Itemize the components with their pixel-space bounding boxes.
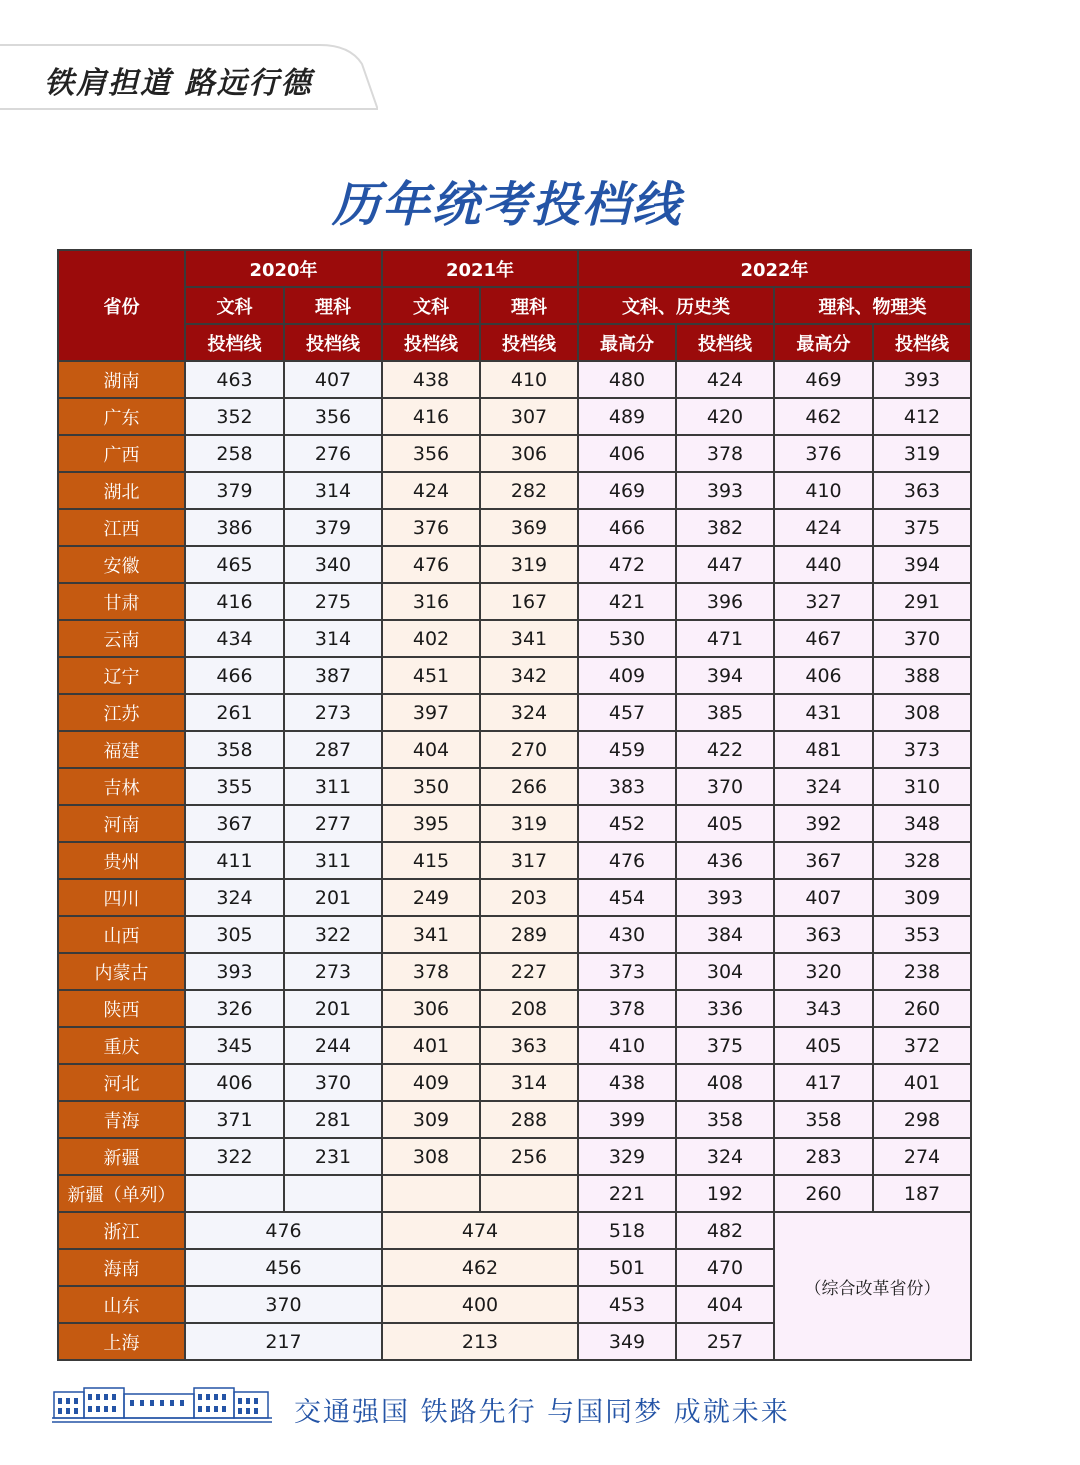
- score-cell: 277: [284, 805, 382, 842]
- score-cell: 273: [284, 694, 382, 731]
- score-cell: 314: [284, 472, 382, 509]
- score-cell: 370: [873, 620, 971, 657]
- score-cell: 405: [676, 805, 774, 842]
- score-cell: 167: [480, 583, 578, 620]
- score-cell: 305: [185, 916, 284, 953]
- score-cell: 396: [676, 583, 774, 620]
- score-cell: 501: [578, 1249, 676, 1286]
- score-cell: 260: [873, 990, 971, 1027]
- score-cell: 400: [382, 1286, 578, 1323]
- score-cell: 451: [382, 657, 480, 694]
- score-cell: 407: [284, 361, 382, 398]
- score-cell: 462: [774, 398, 873, 435]
- score-cell: 217: [185, 1323, 382, 1360]
- table-row: [58, 1064, 971, 1101]
- score-cell: 408: [676, 1064, 774, 1101]
- score-cell: 401: [873, 1064, 971, 1101]
- table-row: [58, 916, 971, 953]
- province-cell: 山东: [58, 1286, 185, 1323]
- score-cell: 324: [185, 879, 284, 916]
- score-cell: 350: [382, 768, 480, 805]
- score-cell: 434: [185, 620, 284, 657]
- track-header: 理科: [480, 287, 578, 324]
- table-row: [58, 953, 971, 990]
- score-cell: 281: [284, 1101, 382, 1138]
- score-cell: 416: [185, 583, 284, 620]
- score-cell: 311: [284, 842, 382, 879]
- score-cell: 324: [774, 768, 873, 805]
- score-cell: 392: [774, 805, 873, 842]
- track-header: 文科: [382, 287, 480, 324]
- table-row: [58, 694, 971, 731]
- score-cell: 274: [873, 1138, 971, 1175]
- score-cell: 352: [185, 398, 284, 435]
- score-cell: 298: [873, 1101, 971, 1138]
- score-cell: 447: [676, 546, 774, 583]
- score-cell: 349: [578, 1323, 676, 1360]
- score-cell: 322: [284, 916, 382, 953]
- score-cell: 367: [185, 805, 284, 842]
- subheader: 投档线: [284, 324, 382, 361]
- score-cell: 476: [578, 842, 676, 879]
- score-cell: 422: [676, 731, 774, 768]
- score-cell: 336: [676, 990, 774, 1027]
- province-cell: 河北: [58, 1064, 185, 1101]
- subheader: 投档线: [185, 324, 284, 361]
- score-cell: 370: [284, 1064, 382, 1101]
- province-header: 省份: [58, 250, 185, 361]
- score-cell: 227: [480, 953, 578, 990]
- province-cell: 贵州: [58, 842, 185, 879]
- score-cell: 489: [578, 398, 676, 435]
- province-cell: 湖南: [58, 361, 185, 398]
- province-cell: 甘肃: [58, 583, 185, 620]
- score-cell: 411: [185, 842, 284, 879]
- score-cell: 431: [774, 694, 873, 731]
- score-cell: 415: [382, 842, 480, 879]
- score-cell: 270: [480, 731, 578, 768]
- score-cell: [382, 1175, 480, 1212]
- score-cell: 231: [284, 1138, 382, 1175]
- table-row: [58, 583, 971, 620]
- score-cell: 316: [382, 583, 480, 620]
- footer: [52, 1384, 1032, 1434]
- score-cell: 371: [185, 1101, 284, 1138]
- score-cell: 201: [284, 879, 382, 916]
- score-cell: 399: [578, 1101, 676, 1138]
- score-cell: 208: [480, 990, 578, 1027]
- score-cell: 340: [284, 546, 382, 583]
- score-cell: 203: [480, 879, 578, 916]
- score-cell: 424: [774, 509, 873, 546]
- table-row: [58, 361, 971, 398]
- score-cell: 459: [578, 731, 676, 768]
- score-cell: 319: [873, 435, 971, 472]
- score-cell: 283: [774, 1138, 873, 1175]
- province-cell: 河南: [58, 805, 185, 842]
- score-cell: 393: [676, 472, 774, 509]
- table-row: [58, 472, 971, 509]
- score-cell: 379: [185, 472, 284, 509]
- school-motto: 铁肩担道 路远行德: [44, 66, 313, 101]
- score-cell: 480: [578, 361, 676, 398]
- province-cell: 内蒙古: [58, 953, 185, 990]
- score-cell: 387: [284, 657, 382, 694]
- province-cell: 广东: [58, 398, 185, 435]
- score-cell: 388: [873, 657, 971, 694]
- score-cell: 456: [185, 1249, 382, 1286]
- score-cell: 376: [774, 435, 873, 472]
- score-cell: 238: [873, 953, 971, 990]
- table-row: [58, 768, 971, 805]
- score-cell: 287: [284, 731, 382, 768]
- score-table-body: [58, 361, 971, 1360]
- score-cell: 378: [578, 990, 676, 1027]
- score-cell: 356: [284, 398, 382, 435]
- score-cell: 416: [382, 398, 480, 435]
- score-cell: 276: [284, 435, 382, 472]
- table-row: [58, 1138, 971, 1175]
- table-row: [58, 1175, 971, 1212]
- score-cell: 424: [382, 472, 480, 509]
- score-cell: 373: [873, 731, 971, 768]
- table-row: [58, 990, 971, 1027]
- score-cell: 457: [578, 694, 676, 731]
- score-cell: 221: [578, 1175, 676, 1212]
- score-cell: 273: [284, 953, 382, 990]
- score-cell: 373: [578, 953, 676, 990]
- subheader: 最高分: [774, 324, 873, 361]
- score-cell: 289: [480, 916, 578, 953]
- table-row: [58, 398, 971, 435]
- subheader: 投档线: [873, 324, 971, 361]
- table-row: [58, 805, 971, 842]
- page-title: 历年统考投档线: [331, 177, 682, 233]
- subheader: 投档线: [676, 324, 774, 361]
- score-cell: 469: [578, 472, 676, 509]
- year-header-2022: 2022年: [578, 250, 971, 287]
- score-cell: 385: [676, 694, 774, 731]
- score-cell: 405: [774, 1027, 873, 1064]
- province-cell: 浙江: [58, 1212, 185, 1249]
- score-cell: 438: [578, 1064, 676, 1101]
- score-cell: 382: [676, 509, 774, 546]
- score-cell: 394: [676, 657, 774, 694]
- track-header: 理科、物理类: [774, 287, 971, 324]
- province-cell: 辽宁: [58, 657, 185, 694]
- score-cell: 420: [676, 398, 774, 435]
- track-header: 文科、历史类: [578, 287, 774, 324]
- score-cell: 378: [382, 953, 480, 990]
- province-cell: 云南: [58, 620, 185, 657]
- score-cell: 412: [873, 398, 971, 435]
- score-cell: 213: [382, 1323, 578, 1360]
- province-cell: 江西: [58, 509, 185, 546]
- table-row: [58, 879, 971, 916]
- province-cell: 新疆: [58, 1138, 185, 1175]
- table-row: [58, 657, 971, 694]
- table-row: [58, 435, 971, 472]
- score-cell: 406: [774, 657, 873, 694]
- score-cell: 355: [185, 768, 284, 805]
- score-cell: 341: [382, 916, 480, 953]
- score-cell: 465: [185, 546, 284, 583]
- score-cell: 249: [382, 879, 480, 916]
- score-cell: 476: [185, 1212, 382, 1249]
- province-cell: 广西: [58, 435, 185, 472]
- score-cell: 401: [382, 1027, 480, 1064]
- score-cell: 304: [676, 953, 774, 990]
- score-cell: 367: [774, 842, 873, 879]
- score-cell: 363: [480, 1027, 578, 1064]
- score-cell: 383: [578, 768, 676, 805]
- score-cell: 386: [185, 509, 284, 546]
- province-cell: 新疆（单列）: [58, 1175, 185, 1212]
- score-cell: 436: [676, 842, 774, 879]
- province-cell: 重庆: [58, 1027, 185, 1064]
- score-cell: 326: [185, 990, 284, 1027]
- score-cell: 370: [676, 768, 774, 805]
- table-row: [58, 731, 971, 768]
- score-cell: 187: [873, 1175, 971, 1212]
- score-cell: 474: [382, 1212, 578, 1249]
- score-cell: 291: [873, 583, 971, 620]
- score-cell: 393: [676, 879, 774, 916]
- score-cell: 314: [480, 1064, 578, 1101]
- score-cell: 327: [774, 583, 873, 620]
- score-cell: 306: [382, 990, 480, 1027]
- score-cell: 406: [185, 1064, 284, 1101]
- score-cell: 440: [774, 546, 873, 583]
- province-cell: 吉林: [58, 768, 185, 805]
- score-cell: 257: [676, 1323, 774, 1360]
- table-row: [58, 509, 971, 546]
- score-cell: 395: [382, 805, 480, 842]
- score-cell: 430: [578, 916, 676, 953]
- score-cell: 466: [578, 509, 676, 546]
- score-cell: 472: [578, 546, 676, 583]
- score-cell: 481: [774, 731, 873, 768]
- score-cell: 266: [480, 768, 578, 805]
- score-cell: 394: [873, 546, 971, 583]
- score-cell: 530: [578, 620, 676, 657]
- subheader: 最高分: [578, 324, 676, 361]
- score-cell: 309: [873, 879, 971, 916]
- score-cell: 424: [676, 361, 774, 398]
- score-cell: 438: [382, 361, 480, 398]
- score-cell: 409: [578, 657, 676, 694]
- table-row: [58, 1101, 971, 1138]
- score-cell: 324: [676, 1138, 774, 1175]
- score-cell: 244: [284, 1027, 382, 1064]
- score-cell: 320: [774, 953, 873, 990]
- score-cell: 261: [185, 694, 284, 731]
- score-cell: 341: [480, 620, 578, 657]
- score-cell: 308: [873, 694, 971, 731]
- score-cell: 363: [873, 472, 971, 509]
- score-cell: 317: [480, 842, 578, 879]
- score-cell: 453: [578, 1286, 676, 1323]
- score-cell: 322: [185, 1138, 284, 1175]
- score-cell: 417: [774, 1064, 873, 1101]
- score-cell: 358: [676, 1101, 774, 1138]
- score-cell: 348: [873, 805, 971, 842]
- score-cell: 358: [185, 731, 284, 768]
- score-cell: 256: [480, 1138, 578, 1175]
- score-cell: 482: [676, 1212, 774, 1249]
- score-cell: 469: [774, 361, 873, 398]
- year-header-2020: 2020年: [185, 250, 382, 287]
- score-cell: 452: [578, 805, 676, 842]
- province-cell: 山西: [58, 916, 185, 953]
- score-cell: 319: [480, 805, 578, 842]
- score-cell: 356: [382, 435, 480, 472]
- score-cell: 201: [284, 990, 382, 1027]
- campus-building-icon: [52, 1384, 272, 1424]
- score-cell: 370: [185, 1286, 382, 1323]
- score-cell: 467: [774, 620, 873, 657]
- score-cell: 462: [382, 1249, 578, 1286]
- score-cell: 319: [480, 546, 578, 583]
- score-cell: 260: [774, 1175, 873, 1212]
- score-cell: 358: [774, 1101, 873, 1138]
- score-cell: 466: [185, 657, 284, 694]
- score-cell: 410: [774, 472, 873, 509]
- province-cell: 安徽: [58, 546, 185, 583]
- table-row-reform: [58, 1212, 971, 1249]
- score-cell: 329: [578, 1138, 676, 1175]
- score-cell: 192: [676, 1175, 774, 1212]
- score-cell: 421: [578, 583, 676, 620]
- score-cell: 410: [480, 361, 578, 398]
- footer-slogan: 交通强国 铁路先行 与国同梦 成就未来: [294, 1397, 790, 1428]
- score-cell: 308: [382, 1138, 480, 1175]
- score-cell: 476: [382, 546, 480, 583]
- score-cell: 353: [873, 916, 971, 953]
- score-cell: 470: [676, 1249, 774, 1286]
- score-cell: 409: [382, 1064, 480, 1101]
- score-cell: 406: [578, 435, 676, 472]
- score-cell: 314: [284, 620, 382, 657]
- reform-note-cell: （综合改革省份）: [774, 1212, 971, 1360]
- score-cell: 288: [480, 1101, 578, 1138]
- province-cell: 海南: [58, 1249, 185, 1286]
- score-cell: 375: [873, 509, 971, 546]
- score-cell: 363: [774, 916, 873, 953]
- score-cell: 379: [284, 509, 382, 546]
- score-cell: 282: [480, 472, 578, 509]
- province-cell: 陕西: [58, 990, 185, 1027]
- score-cell: 471: [676, 620, 774, 657]
- table-row: [58, 546, 971, 583]
- score-cell: 375: [676, 1027, 774, 1064]
- table-row: [58, 1027, 971, 1064]
- score-cell: 372: [873, 1027, 971, 1064]
- track-header: 文科: [185, 287, 284, 324]
- score-cell: 311: [284, 768, 382, 805]
- table-row: [58, 620, 971, 657]
- score-cell: 275: [284, 583, 382, 620]
- table-row: [58, 842, 971, 879]
- subheader: 投档线: [480, 324, 578, 361]
- score-table: [57, 249, 972, 1361]
- score-cell: 402: [382, 620, 480, 657]
- province-cell: 湖北: [58, 472, 185, 509]
- score-cell: [284, 1175, 382, 1212]
- province-cell: 四川: [58, 879, 185, 916]
- score-cell: 306: [480, 435, 578, 472]
- subheader: 投档线: [382, 324, 480, 361]
- score-cell: 397: [382, 694, 480, 731]
- score-cell: 376: [382, 509, 480, 546]
- province-cell: 青海: [58, 1101, 185, 1138]
- province-cell: 福建: [58, 731, 185, 768]
- score-cell: 324: [480, 694, 578, 731]
- score-cell: 328: [873, 842, 971, 879]
- track-header: 理科: [284, 287, 382, 324]
- score-cell: 393: [873, 361, 971, 398]
- score-table-container: [57, 249, 972, 1361]
- score-cell: 463: [185, 361, 284, 398]
- score-cell: 404: [382, 731, 480, 768]
- score-cell: 384: [676, 916, 774, 953]
- score-cell: 307: [480, 398, 578, 435]
- score-cell: 404: [676, 1286, 774, 1323]
- score-cell: 369: [480, 509, 578, 546]
- score-cell: 342: [480, 657, 578, 694]
- score-cell: 454: [578, 879, 676, 916]
- score-cell: [185, 1175, 284, 1212]
- score-cell: 410: [578, 1027, 676, 1064]
- score-cell: [480, 1175, 578, 1212]
- score-cell: 309: [382, 1101, 480, 1138]
- year-header-2021: 2021年: [382, 250, 578, 287]
- province-cell: 江苏: [58, 694, 185, 731]
- score-cell: 378: [676, 435, 774, 472]
- score-cell: 407: [774, 879, 873, 916]
- score-cell: 343: [774, 990, 873, 1027]
- score-cell: 345: [185, 1027, 284, 1064]
- score-cell: 310: [873, 768, 971, 805]
- score-cell: 518: [578, 1212, 676, 1249]
- province-cell: 上海: [58, 1323, 185, 1360]
- score-cell: 258: [185, 435, 284, 472]
- score-cell: 393: [185, 953, 284, 990]
